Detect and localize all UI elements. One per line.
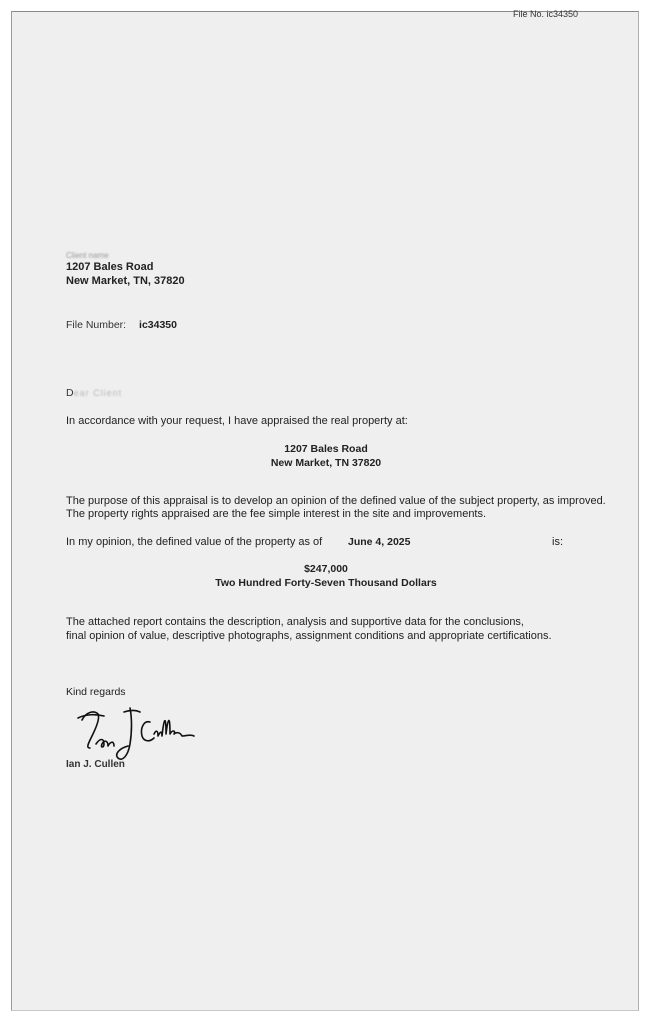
salutation-prefix: D [66, 387, 74, 399]
file-number-line [66, 319, 177, 332]
opinion-prefix: In my opinion, the defined value of the property as of [66, 536, 323, 548]
recipient-address-block [66, 251, 185, 288]
property-address [12, 442, 640, 470]
letter-page [11, 11, 639, 1011]
closing-regards: Kind regards [66, 686, 126, 698]
value-words: Two Hundred Forty-Seven Thousand Dollars [215, 577, 437, 589]
attached-line-2: final opinion of value, descriptive photographs, assignment conditions and appropriate certifications. [66, 629, 552, 642]
attached-paragraph [66, 616, 552, 643]
attached-line-1: The attached report contains the description, analysis and supportive data for the conclusions, [66, 616, 524, 628]
signer-name: Ian J. Cullen [66, 759, 125, 770]
purpose-line-2: The property rights appraised are the fee simple interest in the site and improvements. [66, 508, 487, 520]
value-amount: $247,000 [304, 563, 348, 575]
property-city: New Market, TN 37820 [270, 457, 382, 469]
header-file-no: File No. ic34350 [512, 9, 578, 19]
intro-text: In accordance with your request, I have appraised the real property at: [66, 415, 408, 427]
recipient-city: New Market, TN, 37820 [66, 275, 185, 287]
opinion-line [66, 536, 586, 549]
purpose-paragraph [66, 495, 606, 521]
property-street: 1207 Bales Road [284, 443, 368, 455]
value-conclusion [12, 562, 640, 590]
salutation [66, 387, 122, 400]
file-number-label: File Number: [66, 319, 127, 331]
recipient-redacted-name: Client name [66, 251, 109, 260]
purpose-line-1: The purpose of this appraisal is to develop an opinion of the defined value of the subject property, as improved. [66, 495, 606, 507]
recipient-street: 1207 Bales Road [66, 261, 154, 273]
opinion-date: June 4, 2025 [348, 536, 411, 548]
opinion-suffix: is: [552, 536, 563, 548]
file-number-value: ic34350 [139, 319, 177, 331]
salutation-redacted: ear Client [73, 388, 123, 398]
